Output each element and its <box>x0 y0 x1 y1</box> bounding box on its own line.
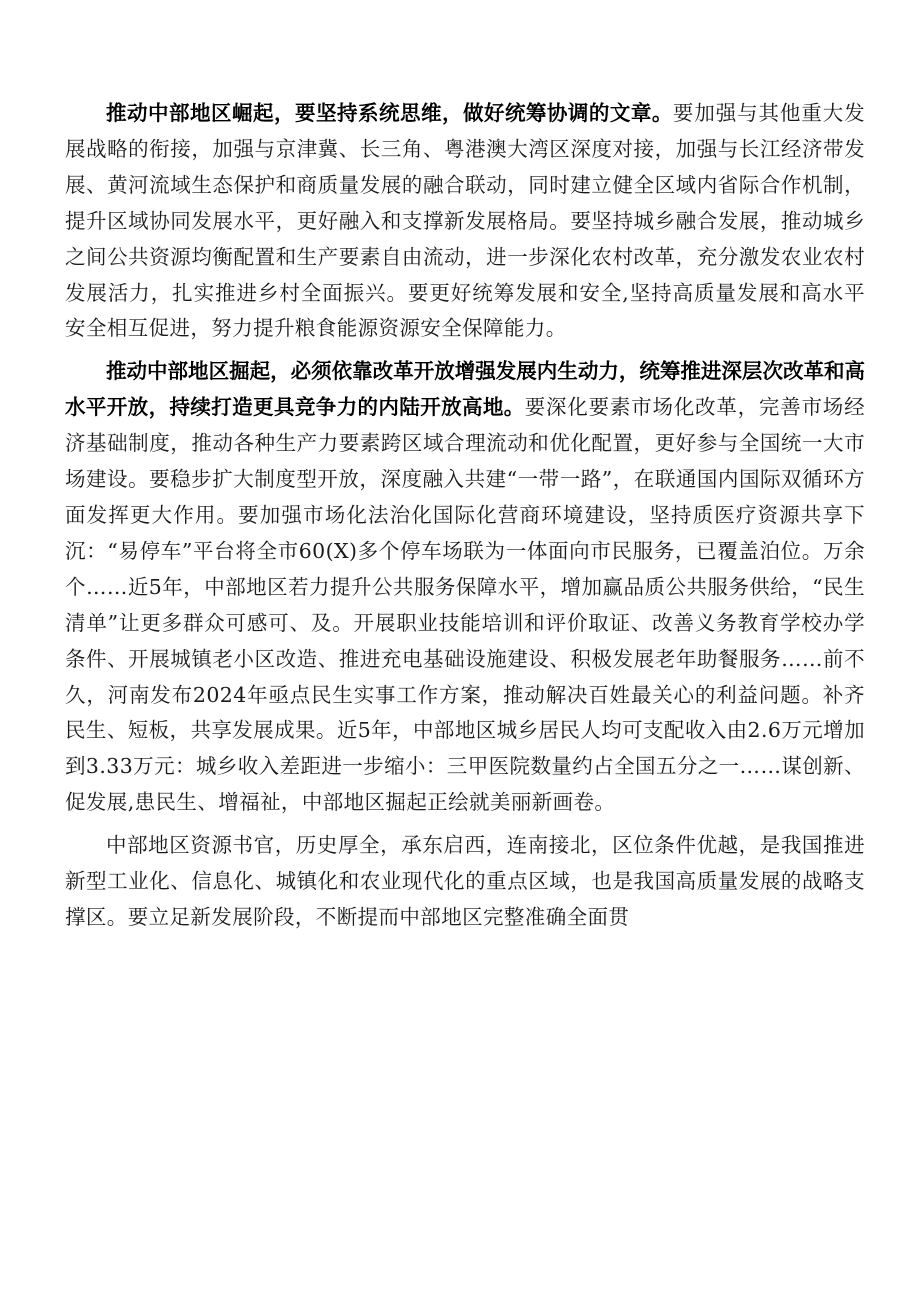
paragraph-lead-sentence: 推动中部地区掘起，必须依靠改革开放增强发展内生动力，统筹推进深层次改革和高水平开放，持续打造更具竞争力的内陆开放高地。 <box>65 359 865 420</box>
paragraph-reform-opening <box>65 354 865 821</box>
paragraph-lead-sentence: 推动中部地区崛起，要坚持系统思维，做好统筹协调的文章。 <box>106 101 673 125</box>
paragraph-body-text: 中部地区资源书官，历史厚全，承东启西，连南接北，区位条件优越，是我国推进新型工业化、信息化、城镇化和农业现代化的重点区域，也是我国高质量发展的战略支撑区。要立足新发展阶段，不断提而中部地区完整准确全面贯 <box>65 833 865 929</box>
paragraph-regional-overview <box>65 828 865 936</box>
paragraph-body-text: 要加强与其他重大发展战略的衔接，加强与京津冀、长三角、粤港澳大湾区深度对接，加强与长江经济带发展、黄河流域生态保护和商质量发展的融合联动，同时建立健全区域内省际合作机制，提升区域协同发展水平，更好融入和支撑新发展格局。要坚持城乡融合发展，推动城乡之间公共资源均衡配置和生产要素自由流动，进一步深化农村改革，充分激发农业农村发展活力，扎实推进乡村全面振兴。要更好统筹发展和安全,坚持高质量发展和高水平安全相互促进，努力提升粮食能源资源安全保障能力。 <box>65 101 865 341</box>
document-page <box>65 96 865 936</box>
paragraph-body-text: 要深化要素市场化改革，完善市场经济基础制度，推动各种生产力要素跨区域合理流动和优化配置，更好参与全国统一大市场建设。要稳步扩大制度型开放，深度融入共建“一带一路”，在联通国内国际双循环方面发挥更大作用。要加强市场化法治化国际化营商环境建设，坚持质医疗资源共享下沉：“易停车”平台将全市60(X)多个停车场联为一体面向市民服务，已覆盖泊位。万余个……近5年，中部地区若力提升公共服务保障水平，增加赢品质公共服务供给，“民生清单”让更多群众可感可、及。开展职业技能培训和评价取证、改善义务教育学校办学条件、开展城镇老小区改造、推进充电基础设施建设、积极发展老年助餐服务……前不久，河南发布2024年亟点民生实事工作方案，推动解决百姓最关心的利益问题。补齐民生、短板，共享发展成果。近5年，中部地区城乡居民人均可支配收入由2.6万元增加到3.33万元：城乡收入差距进一步缩小：三甲医院数量约占全国五分之一……谋创新、促发展,患民生、增福祉，中部地区掘起正绘就美丽新画卷。 <box>65 395 866 815</box>
paragraph-coordination <box>65 96 865 347</box>
